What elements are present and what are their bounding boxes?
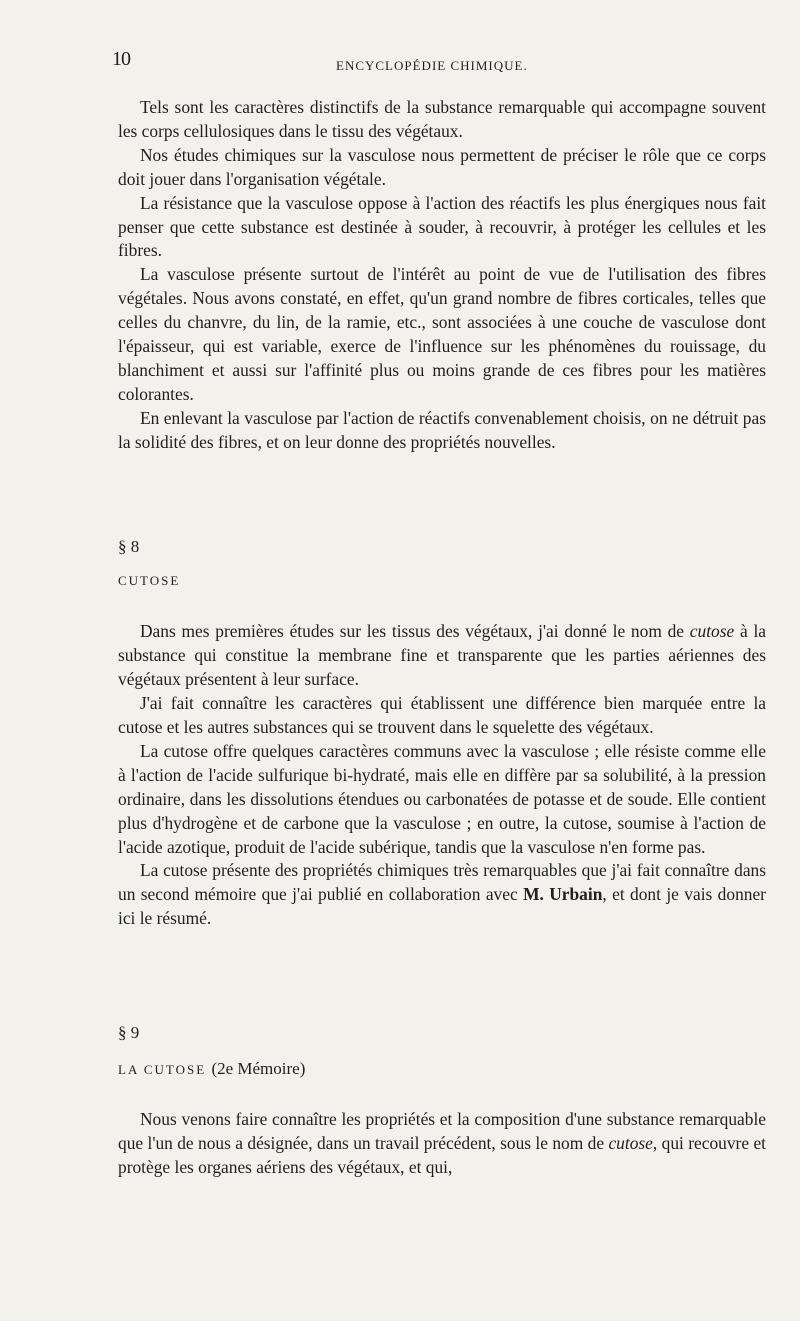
paragraph: Tels sont les caractères distinctifs de la substance remarquable qui accompagne souvent les corps cellulosiques dans le tissu des végétaux. (118, 97, 766, 141)
paragraph: Nos études chimiques sur la vasculose nous permettent de préciser le rôle que ce corps doit jouer dans l'organisation végétale. (118, 144, 766, 189)
header-title: ENCYCLOPÉDIE CHIMIQUE. (336, 58, 528, 73)
paragraph (118, 1108, 766, 1180)
text-run: Nous venons faire connaître les propriétés et la composition d'une substance remarquable que l'un de nous a désignée, dans un travail précédent, sous le nom de (118, 1109, 766, 1153)
italic-term: cutose (689, 621, 735, 642)
section-9-mark: § 9 (118, 1023, 140, 1043)
italic-term: cutose (608, 1132, 653, 1153)
paragraph: En enlevant la vasculose par l'action de réactifs convenablement choisis, on ne détruit pas la solidité des fibres, et on leur donne des propriétés nouvelles. (118, 407, 766, 452)
paragraph (118, 859, 766, 931)
text-run: La cutose présente des propriétés chimiques très remarquables que j'ai fait connaître dans un second mémoire que j'ai publié en collaboration avec (118, 860, 766, 905)
text-run: à la substance qui constitue la membrane fine et transparente que les parties aériennes des végétaux présentent à leur surface. (118, 621, 767, 690)
paragraph (118, 620, 766, 692)
author-name: M. Urbain (523, 884, 603, 905)
text-run: , et dont je vais donner ici le résumé. (118, 884, 766, 929)
paragraph: La cutose offre quelques caractères communs avec la vasculose ; elle résiste comme elle à l'action de l'acide sulfurique bi-hydraté, mais elle en diffère par sa solubilité, à la pression ordinaire, dans les dissolutions étendues ou carbonatées de potasse et de soude. Elle contient plus d'hydrogène et de carbone que la vasculose ; en outre, la cutose, soumise à l'action de l'acide azotique, produit de l'acide subérique, tandis que la vasculose n'en forme pas. (118, 740, 766, 857)
running-header (112, 48, 772, 78)
paragraph: La résistance que la vasculose oppose à l'action des réactifs les plus énergiques nous fait penser que cette substance est destinée à souder, à recouvrir, à protéger les cellules et les fibres. (118, 192, 766, 261)
paragraph: J'ai fait connaître les caractères qui établissent une différence bien marquée entre la cutose et les autres substances qui se trouvent dans le squelette des végétaux. (118, 693, 766, 738)
section-8-mark: § 8 (118, 536, 140, 556)
body-text (118, 96, 766, 1180)
text-run: , qui recouvre et protège les organes aériens des végétaux, et qui, (118, 1132, 766, 1177)
paragraph: La vasculose présente surtout de l'intérêt au point de vue de l'utilisation des fibres végétales. Nous avons constaté, en effet, qu'un grand nombre de fibres corticales, telles que celles du chanvre, du lin, de la ramie, etc., sont associées à une couche de vasculose dont l'épaisseur, qui est variable, exerce de l'influence sur les phénomènes du rouissage, du blanchiment et aussi sur l'affinité plus ou moins grande de ces fibres pour les matières colorantes. (118, 264, 766, 404)
page-number: 10 (112, 48, 130, 70)
section-9-title-text: LA CUTOSE (118, 1062, 207, 1078)
section-9-subtitle: (2e Mémoire) (211, 1059, 306, 1079)
section-9-title (118, 1057, 766, 1082)
text-run: Dans mes premières études sur les tissus des végétaux, j'ai donné le nom de (140, 621, 690, 642)
section-8-title: CUTOSE (118, 572, 181, 588)
